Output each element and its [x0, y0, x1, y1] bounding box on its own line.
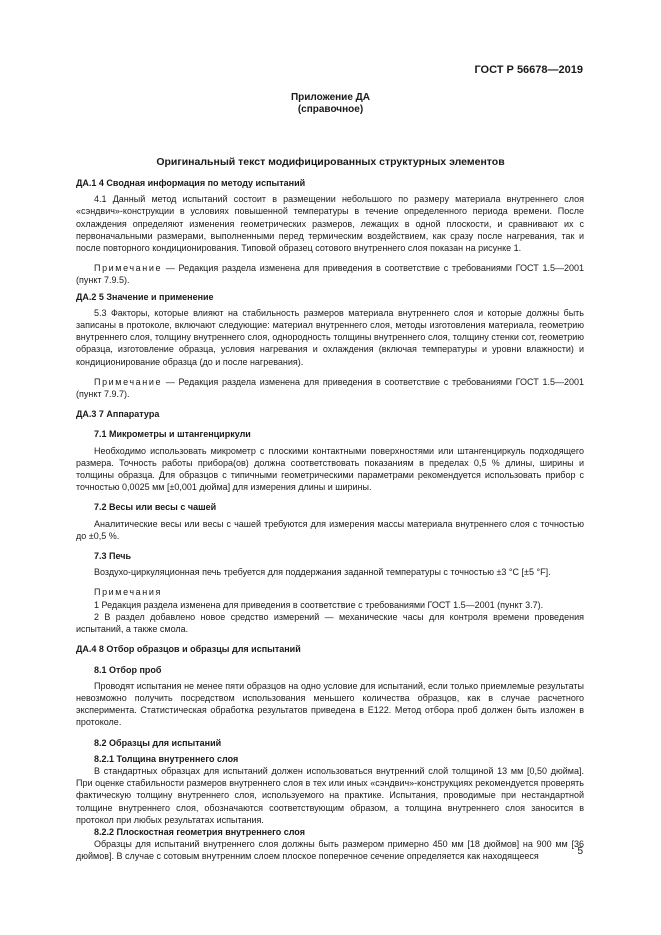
- section-heading: ДА.2 5 Значение и применение: [76, 291, 214, 302]
- subsection-heading: 8.1 Отбор проб: [94, 664, 162, 675]
- document-code: ГОСТ Р 56678—2019: [474, 64, 583, 76]
- subsection-heading: 8.2 Образцы для испытаний: [94, 737, 222, 748]
- main-title: Оригинальный текст модифицированных структурных элементов: [156, 156, 505, 168]
- section-heading: ДА.1 4 Сводная информация по методу испытаний: [76, 178, 306, 188]
- note-item: 1 Редакция раздела изменена для приведения в соответствие с требованиями ГОСТ 1.5—2001 (пункт 3.7).: [94, 599, 544, 610]
- note-label: Примечание: [94, 263, 163, 274]
- paragraph: 4.1 Данный метод испытаний состоит в размещении небольшого по размеру материала внутреннего слоя «сэндвич»-конструкции в условиях повышенной температуры в течение определенного периода времени. После охлаждения определяют изменения геометрических размеров, лежащих в одной плоскости, и сравнивают их с первоначальными размерами, выполненными перед термическим воздействием, как сразу после нагревания, так и после повторного кондиционирования. Типовой образец сотового внутреннего слоя показан на рисунке 1.: [76, 194, 584, 254]
- section-heading: ДА.3 7 Аппаратура: [76, 409, 160, 420]
- paragraph: Проводят испытания не менее пяти образцов на одно условие для испытаний, если только приемлемые результаты невозможно получить посредством использования меньшего количества образцов, как в случае расчетного эксперимента. Статистическая обработка результатов приведена в E122. Метод отбора проб должен быть изложен в протоколе.: [76, 680, 584, 728]
- paragraph: 5.3 Факторы, которые влияют на стабильность размеров материала внутреннего слоя и которые должны быть записаны в протоколе, включают следующие: материал внутреннего слоя, методы изготовления материала, геометрию внутреннего слоя, толщину внутреннего слоя, однородность толщины внутреннего слоя, толщину стенки сот, геометрию образца, изготовление образца, условия нагревания и охлаждения (включая температуры и уровни влажности) и кондиционирование образца (до и после нагревания).: [76, 307, 584, 367]
- note-item: 2 В раздел добавлено новое средство измерений — механические часы для контроля времени проведения испытаний, а также смола.: [76, 611, 584, 635]
- paragraph: Образцы для испытаний внутреннего слоя должны быть размером примерно 450 мм [18 дюймов] на 900 мм [36 дюймов]. В случае с сотовым внутренним слоем плоское поперечное сечение определяется как находящееся: [76, 839, 584, 862]
- note: [76, 262, 584, 286]
- subsection-heading: 7.2 Весы или весы с чашей: [94, 502, 217, 513]
- section-heading: ДА.4 8 Отбор образцов и образцы для испытаний: [76, 644, 301, 655]
- page-number: 5: [577, 846, 583, 857]
- subsection-heading: 7.1 Микрометры и штангенциркули: [94, 429, 251, 440]
- paragraph: Аналитические весы или весы с чашей требуются для измерения массы материала внутреннего слоя с точностью до ±0,5 %.: [76, 518, 584, 541]
- appendix-title: Приложение ДА: [290, 92, 371, 103]
- notes-label: Примечания: [94, 587, 162, 598]
- subsection-heading: 8.2.1 Толщина внутреннего слоя: [94, 753, 239, 764]
- document-body: [76, 177, 584, 863]
- note-text: — Редакция раздела изменена для приведения в соответствие с требованиями ГОСТ 1.5—2001 (пункт 7.9.7).: [76, 376, 584, 400]
- paragraph: В стандартных образцах для испытаний должен использоваться внутренний слой толщиной 13 мм [0,50 дюйма]. При оценке стабильности размеров внутреннего слоя в тех или иных «сэндвич»-конструкциях рекомендуется проверять фактическую толщину внутреннего слоя, используемого на практике. Испытания, проводимые при нестандартной толщине внутреннего слоя, обозначаются соответствующим образом, а толщина внутреннего слоя заносится в протокол при любых результатах испытания.: [76, 765, 584, 825]
- paragraph: Воздухо-циркуляционная печь требуется для поддержания заданной температуры с точностью ±3 °C [±5 °F].: [94, 567, 551, 578]
- appendix-subtitle: (справочное): [297, 104, 364, 115]
- paragraph: Необходимо использовать микрометр с плоскими контактными поверхностями или штангенциркуль подходящего размера. Точность работы прибора(ов) должна соответствовать показаниям в пределах 0,5 % длины, ширины и толщины образца. Для образцов с типичными геометрическими параметрами рекомендуется использовать прибор с точностью 0,0025 мм [±0,001 дюйма] для измерения длины и ширины.: [76, 445, 584, 493]
- subsection-heading: 8.2.2 Плоскостная геометрия внутреннего слоя: [94, 826, 305, 837]
- note: [76, 376, 584, 400]
- note-text: — Редакция раздела изменена для приведения в соответствие с требованиями ГОСТ 1.5—2001 (пункт 7.9.5).: [76, 263, 584, 286]
- subsection-heading: 7.3 Печь: [94, 551, 132, 562]
- note-label: Примечание: [94, 376, 163, 387]
